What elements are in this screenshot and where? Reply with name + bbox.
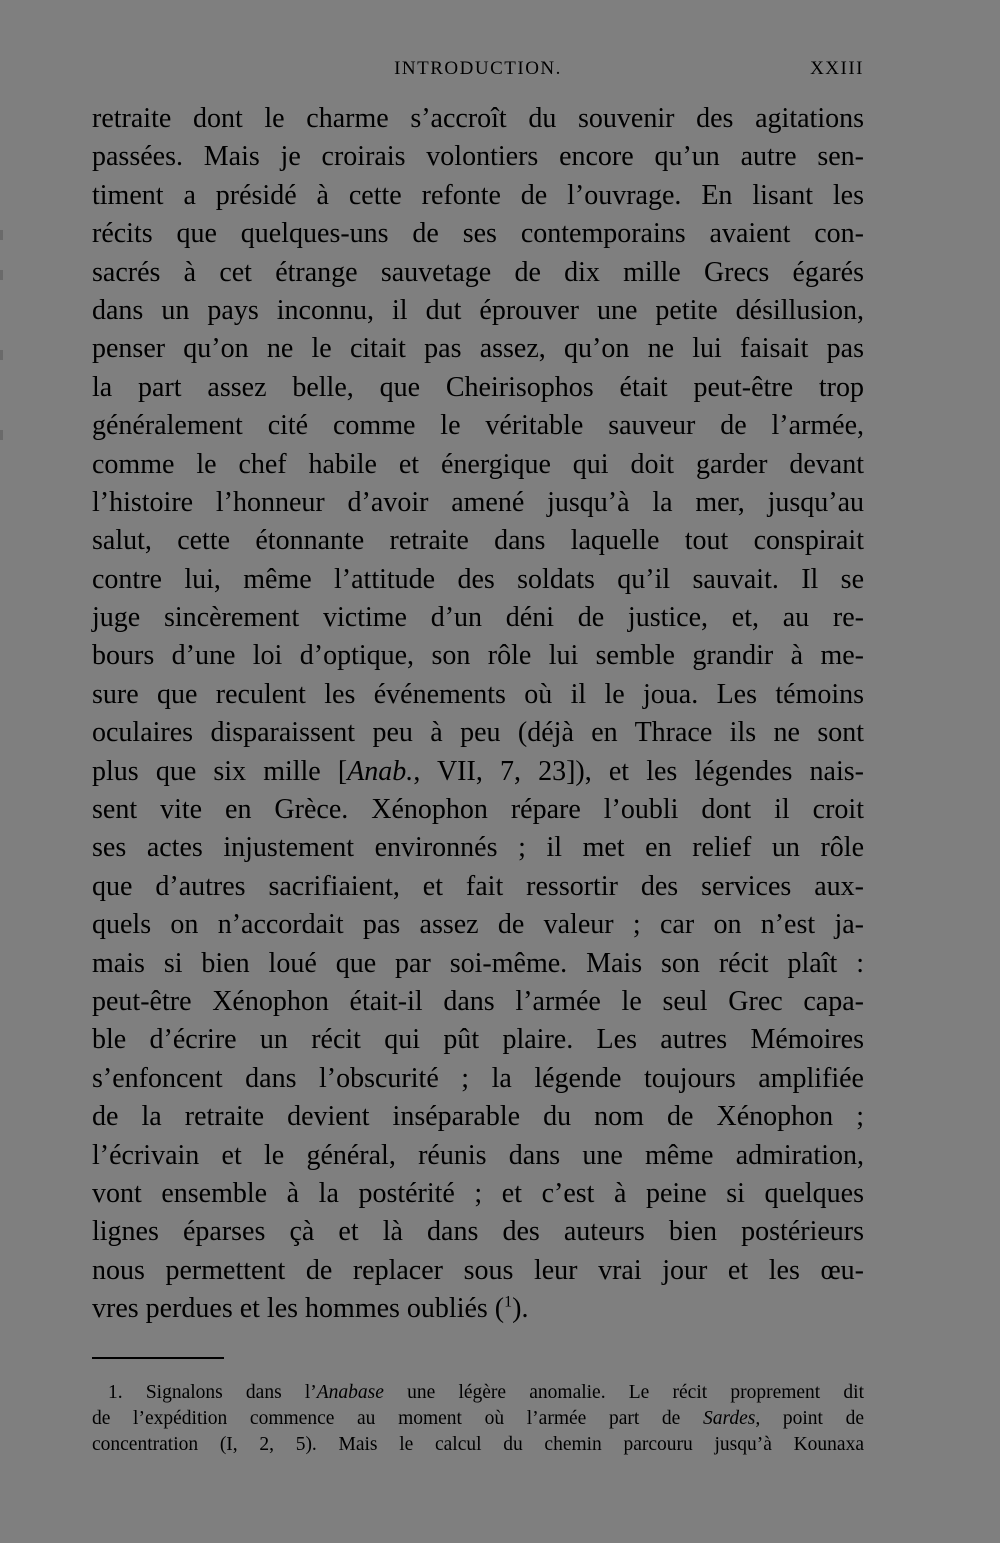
text-line: passées. Mais je croirais volontiers encore qu’un autre sen- xyxy=(92,141,864,173)
text-line: comme le chef habile et énergique qui doit garder devant xyxy=(92,448,864,480)
text-segment: une légère anomalie. Le récit proprement dit xyxy=(383,1382,864,1403)
footnote-line: concentration (I, 2, 5). Mais le calcul du chemin parcouru jusqu’à Kounaxa xyxy=(92,1434,864,1455)
running-head-title: INTRODUCTION. xyxy=(394,58,562,79)
text-line: dans un pays inconnu, il dut éprouver une petite désillusion, xyxy=(92,294,864,326)
text-segment: de l’expédition commence au moment où l’armée part de xyxy=(92,1408,703,1429)
scan-edge-mark xyxy=(0,270,3,280)
running-head xyxy=(92,58,864,88)
text-line: nous permettent de replacer sous leur vrai jour et les œu- xyxy=(92,1254,864,1286)
text-line: l’écrivain et le général, réunis dans une même admiration, xyxy=(92,1139,864,1171)
footnote-line xyxy=(92,1380,864,1406)
scan-edge-marks xyxy=(0,230,3,480)
text-line: ses actes injustement environnés ; il met en relief un rôle xyxy=(92,832,864,864)
text-line: contre lui, même l’attitude des soldats qu’il sauvait. Il se xyxy=(92,563,864,595)
scan-edge-mark xyxy=(0,430,3,440)
text-line: vont ensemble à la postérité ; et c’est à peine si quelques xyxy=(92,1177,864,1209)
text-line-final xyxy=(92,1290,864,1328)
place-name-italic: Sardes, xyxy=(702,1408,761,1429)
text-line: peut-être Xénophon était-il dans l’armée le seul Grec capa- xyxy=(92,985,864,1017)
text-line: juge sincèrement victime d’un déni de justice, et, au re- xyxy=(92,602,864,634)
text-segment: ). xyxy=(512,1293,529,1325)
footnote-reference[interactable]: 1 xyxy=(504,1293,513,1311)
text-line: bours d’une loi d’optique, son rôle lui semble grandir à me- xyxy=(92,640,864,672)
text-line: sacrés à cet étrange sauvetage de dix mille Grecs égarés xyxy=(92,256,864,288)
text-segment: plus que six mille [ xyxy=(92,755,348,787)
page-number: XXIII xyxy=(810,58,864,79)
footnote xyxy=(92,1380,864,1458)
text-line: mais si bien loué que par soi-même. Mais son récit plaît : xyxy=(92,947,864,979)
text-line-citation xyxy=(92,753,864,791)
text-line: penser qu’on ne le citait pas assez, qu’on ne lui faisait pas xyxy=(92,333,864,365)
text-line: que d’autres sacrifiaient, et fait ressortir des services aux- xyxy=(92,870,864,902)
text-line: la part assez belle, que Cheirisophos était peut-être trop xyxy=(92,371,864,403)
text-line: timent a présidé à cette refonte de l’ouvrage. En lisant les xyxy=(92,179,864,211)
text-line: retraite dont le charme s’accroît du souvenir des agitations xyxy=(92,103,864,134)
footnote-number: 1. xyxy=(108,1382,123,1403)
text-line: lignes éparses çà et là dans des auteurs bien postérieurs xyxy=(92,1216,864,1248)
text-line: s’enfoncent dans l’obscurité ; la légende toujours amplifiée xyxy=(92,1062,864,1094)
text-line: récits que quelques-uns de ses contemporains avaient con- xyxy=(92,218,864,250)
text-line: salut, cette étonnante retraite dans laquelle tout conspirait xyxy=(92,525,864,557)
footnote-separator xyxy=(92,1357,224,1359)
text-line: quels on n’accordait pas assez de valeur ; car on n’est ja- xyxy=(92,909,864,941)
text-line: généralement cité comme le véritable sauveur de l’armée, xyxy=(92,410,864,442)
text-segment: Signalons dans l’ xyxy=(145,1382,317,1403)
text-line: sent vite en Grèce. Xénophon répare l’oubli dont il croit xyxy=(92,794,864,826)
text-line: de la retraite devient inséparable du nom de Xénophon ; xyxy=(92,1101,864,1133)
work-title-italic: Anab. xyxy=(347,755,414,787)
scan-edge-mark xyxy=(0,350,3,360)
text-line: l’histoire l’honneur d’avoir amené jusqu’à la mer, jusqu’au xyxy=(92,486,864,518)
body-text xyxy=(92,100,864,1329)
text-segment: vres perdues et les hommes oubliés ( xyxy=(92,1293,505,1325)
text-line: ble d’écrire un récit qui pût plaire. Les autres Mémoires xyxy=(92,1024,864,1056)
work-title-italic: Anabase xyxy=(316,1382,384,1403)
footnote-line xyxy=(92,1406,864,1432)
text-segment: point de xyxy=(760,1408,864,1429)
text-line: oculaires disparaissent peu à peu (déjà en Thrace ils ne sont xyxy=(92,717,864,749)
text-segment: , VII, 7, 23]), et les légendes nais- xyxy=(413,755,864,787)
scan-edge-mark xyxy=(0,230,3,240)
text-line: sure que reculent les événements où il le joua. Les témoins xyxy=(92,678,864,710)
